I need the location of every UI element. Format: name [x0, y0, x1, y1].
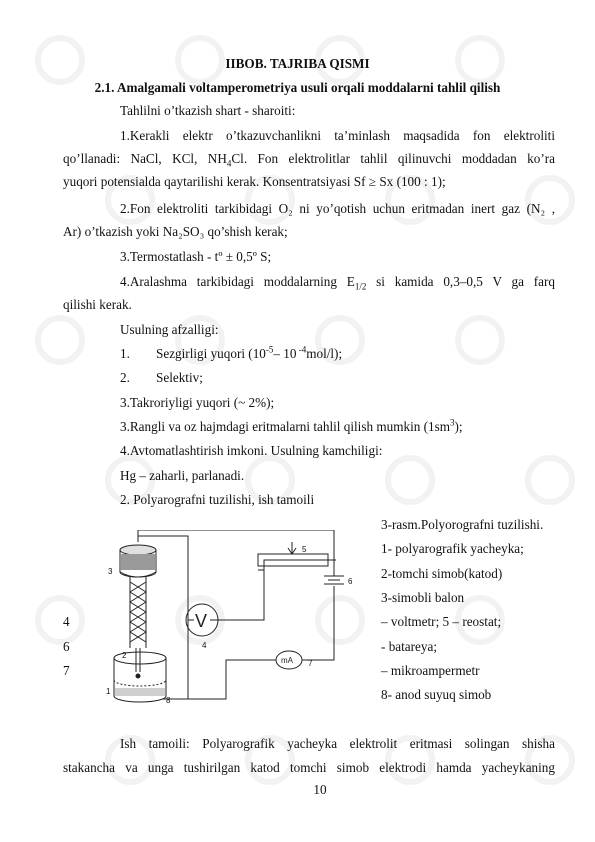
caption-item-3: 3-simobli balon — [381, 590, 465, 605]
p3: 3.Termostatlash - tº ± 0,5º S; — [120, 249, 272, 264]
conditions-intro: Tahlilni o’tkazish shart - sharoiti: — [120, 103, 296, 118]
label-1: 1 — [106, 687, 111, 696]
chapter-heading: IIBOB. TAJRIBA QISMI — [225, 56, 370, 71]
p2-line1: 2.Fon elektroliti tarkibidagi O₂ ni yo’qotish uchun eritmadan inert gaz (N₂ , — [120, 201, 555, 216]
label-7: 7 — [308, 659, 313, 668]
rheostat — [258, 542, 328, 566]
page-number: 10 — [313, 782, 327, 797]
ammeter-symbol: mA — [281, 656, 293, 665]
advantages-intro: Usulning afzalligi: — [120, 322, 219, 337]
label-2: 2 — [122, 651, 127, 660]
p1-line1: 1.Kerakli elektr o’tkazuvchanlikni ta’minlash maqsadida fon elektroliti — [120, 128, 555, 143]
p1-line2: qo’llanadi: NaCl, KCl, $NH_4Cl$. Fon elektrolitlar tahlil qilinuvchi moddadan ko’ra — [63, 151, 555, 169]
adv4: 3.Rangli va oz hajmdagi eritmalarni tahlil qilish mumkin $(1sm^3)$; — [120, 417, 463, 434]
caption-item-6: - batareya; — [381, 639, 438, 654]
p4-line2: qilishi kerak. — [63, 297, 132, 312]
figure-caption-title: 3-rasm.Polyorografni tuzilishi. — [381, 517, 544, 532]
caption-num-6: 6 — [63, 639, 70, 654]
dis2: 2. Polyarografni tuzilishi, ish tamoili — [120, 492, 315, 507]
mercury-hose — [130, 576, 146, 672]
caption-item-1: 1- polyarografik yacheyka; — [381, 541, 524, 556]
circuit-wires — [138, 530, 336, 699]
p1-line3: yuqori potensialda qaytarilishi kerak. Konsentratsiyasi Sf ≥ Sx (100 : 1); — [63, 174, 446, 189]
label-3: 3 — [108, 567, 113, 576]
adv5: 4.Avtomatlashtirish imkoni. Usulning kamchiligi: — [120, 443, 383, 458]
adv1-text: Sezgirligi yuqori ($10^{-5}-$ 10 $^{-4}$mol/l); — [156, 344, 343, 361]
caption-num-4: 4 — [63, 614, 70, 629]
section-heading: 2.1. Amalgamali voltamperometriya usuli orqali moddalarni tahlil qilish — [94, 80, 501, 95]
label-8: 8 — [166, 696, 171, 705]
p4-line1: 4.Aralashma tarkibidagi moddalarning $E_{1/2}$ si kamida 0,3–0,5 V ga farq — [120, 274, 555, 292]
adv2-num: 2. — [120, 370, 130, 385]
mercury-reservoir — [120, 545, 156, 577]
adv2-text: Selektiv; — [156, 370, 203, 385]
label-4: 4 — [202, 641, 207, 650]
last-para-line1: Ish tamoili: Polyarografik yacheyka elektrolit eritmasi solingan shisha — [120, 736, 555, 751]
caption-item-2: 2-tomchi simob(katod) — [381, 566, 503, 581]
label-6: 6 — [348, 577, 353, 586]
last-para-line2: stakancha va unga tushirilgan katod tomchi simob elektrodi hamda yacheykaning — [63, 760, 555, 775]
caption-item-4: – voltmetr; 5 – reostat; — [381, 614, 502, 629]
dis1: Hg – zaharli, parlanadi. — [120, 468, 245, 483]
adv3: 3.Takroriyligi yuqori (~ 2%); — [120, 395, 275, 410]
voltmeter-symbol: V — [195, 611, 208, 631]
adv1-num: 1. — [120, 346, 130, 361]
caption-item-7: – mikroampermetr — [381, 663, 480, 678]
polarograph-diagram — [96, 530, 376, 710]
label-5: 5 — [302, 545, 307, 554]
caption-num-7: 7 — [63, 663, 70, 678]
caption-item-8: 8- anod suyuq simob — [381, 687, 492, 702]
p2-line2: Ar) o’tkazish yoki Na₂SO₃ qo’shish kerak; — [63, 224, 288, 239]
battery — [324, 576, 344, 584]
